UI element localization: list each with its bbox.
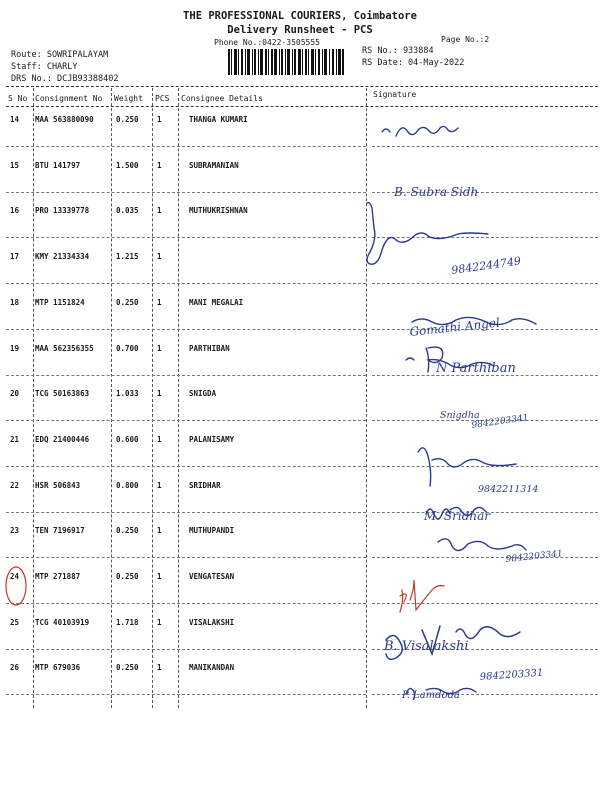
cell-weight: 0.250: [116, 663, 139, 672]
cell-weight: 0.035: [116, 206, 139, 215]
row-separator: [6, 466, 366, 467]
row-separator: [6, 557, 366, 558]
cell-pcs: 1: [157, 389, 162, 398]
signature-row-21: [418, 448, 516, 486]
cell-pcs: 1: [157, 526, 162, 535]
cell-consignee: SNIGDA: [189, 389, 217, 398]
cell-sno: 24: [10, 572, 20, 581]
cell-sno: 18: [10, 298, 20, 307]
cell-sno: 16: [10, 206, 20, 215]
cell-consignee: SUBRAMANIAN: [189, 161, 239, 170]
cell-pcs: 1: [157, 161, 162, 170]
cell-pcs: 1: [157, 572, 162, 581]
row-separator: [6, 237, 366, 238]
rs-date: RS Date: 04-May-2022: [362, 58, 465, 68]
cell-consignment: HSR 506843: [35, 481, 81, 490]
cell-pcs: 1: [157, 206, 162, 215]
cell-consignee: PALANISAMY: [189, 435, 235, 444]
signature-row-23: [438, 539, 526, 551]
handwritten-row-15: B. Subra Sidh: [394, 185, 479, 199]
staff-label: Staff: CHARLY: [11, 62, 78, 72]
handwritten-row-21-phone: 9842211314: [478, 484, 539, 495]
pencil-circle-row-24: [4, 564, 32, 608]
cell-consignment: TEN 7196917: [35, 526, 85, 535]
cell-consignee: VISALAKSHI: [189, 618, 235, 627]
cell-consignment: MTP 271887: [35, 572, 81, 581]
signature-row-16: [366, 202, 488, 264]
cell-pcs: 1: [157, 663, 162, 672]
cell-consignee: SRIDHAR: [189, 481, 221, 490]
column-divider: [178, 88, 179, 708]
page-number: Page No.:2: [441, 35, 490, 44]
handwritten-row-18: Gomathi Angel: [408, 315, 501, 339]
col-header-consignee: Consignee Details: [181, 94, 263, 103]
handwritten-row-20-name: Snigdha: [440, 410, 480, 421]
cell-weight: 0.800: [116, 481, 139, 490]
pencil-mark-row-24: [400, 580, 444, 612]
cell-pcs: 1: [157, 435, 162, 444]
cell-consignee: MANI MEGALAI: [189, 298, 244, 307]
cell-weight: 0.250: [116, 298, 139, 307]
row-separator: [6, 283, 366, 284]
cell-consignee: PARTHIBAN: [189, 344, 230, 353]
row-separator: [6, 146, 366, 147]
handwritten-row-16: 9842244749: [450, 254, 522, 277]
signature-column: [366, 0, 596, 700]
cell-sno: 21: [10, 435, 20, 444]
cell-pcs: 1: [157, 115, 162, 124]
cell-sno: 14: [10, 115, 20, 124]
cell-sno: 26: [10, 663, 20, 672]
row-separator: [6, 694, 366, 695]
row-separator: [6, 192, 366, 193]
column-divider: [111, 88, 112, 708]
drs-number: DRS No.: DCJB93388402: [11, 74, 119, 84]
cell-pcs: 1: [157, 252, 162, 261]
cell-weight: 1.215: [116, 252, 139, 261]
cell-consignment: MTP 1151824: [35, 298, 85, 307]
row-separator: [6, 329, 366, 330]
cell-pcs: 1: [157, 298, 162, 307]
row-separator: [6, 603, 366, 604]
rs-number: RS No.: 933884: [362, 46, 434, 56]
column-divider: [33, 88, 34, 708]
cell-sno: 20: [10, 389, 20, 398]
cell-consignee: MUTHUKRISHNAN: [189, 206, 248, 215]
handwritten-row-25: B. Visalakshi: [384, 639, 469, 654]
cell-consignee: MUTHUPANDI: [189, 526, 235, 535]
row-separator: [6, 512, 366, 513]
cell-consignment: MTP 679036: [35, 663, 81, 672]
cell-sno: 15: [10, 161, 20, 170]
cell-consignment: MAA 563880090: [35, 115, 94, 124]
cell-consignment: PRO 13339778: [35, 206, 90, 215]
cell-consignment: MAA 562356355: [35, 344, 94, 353]
cell-weight: 0.250: [116, 572, 139, 581]
cell-sno: 17: [10, 252, 20, 261]
handwritten-row-26-name: P. Lamdoda: [402, 690, 460, 700]
handwritten-row-23-phone: 9842203341: [505, 549, 564, 565]
row-separator: [6, 375, 366, 376]
cell-consignment: TCG 50163863: [35, 389, 90, 398]
cell-consignee: THANGA KUMARI: [189, 115, 248, 124]
company-title: THE PROFESSIONAL COURIERS, Coimbatore: [183, 10, 417, 22]
cell-consignment: KMY 21334334: [35, 252, 90, 261]
cell-weight: 1.500: [116, 161, 139, 170]
row-separator: [6, 420, 366, 421]
handwritten-row-19: N Parthiban: [436, 361, 516, 376]
cell-pcs: 1: [157, 481, 162, 490]
cell-sno: 19: [10, 344, 20, 353]
barcode: [228, 49, 344, 75]
phone-number: Phone No.:0422-3505555: [214, 38, 320, 47]
column-divider: [152, 88, 153, 708]
col-header-weight: Weight: [114, 94, 143, 103]
cell-weight: 0.250: [116, 526, 139, 535]
cell-consignee: MANIKANDAN: [189, 663, 235, 672]
cell-consignee: VENGATESAN: [189, 572, 235, 581]
cell-pcs: 1: [157, 618, 162, 627]
col-header-sno: S No: [8, 94, 28, 103]
row-separator: [6, 649, 366, 650]
col-header-consignment: Consignment No: [35, 94, 103, 103]
cell-consignment: EDQ 21400446: [35, 435, 90, 444]
cell-sno: 23: [10, 526, 20, 535]
cell-weight: 0.700: [116, 344, 139, 353]
cell-sno: 25: [10, 618, 20, 627]
cell-weight: 1.718: [116, 618, 139, 627]
cell-weight: 1.033: [116, 389, 139, 398]
handwritten-row-26-phone: 9842203331: [479, 667, 544, 683]
cell-weight: 0.600: [116, 435, 139, 444]
cell-weight: 0.250: [116, 115, 139, 124]
cell-pcs: 1: [157, 344, 162, 353]
cell-consignment: BTU 141797: [35, 161, 81, 170]
cell-consignment: TCG 40103919: [35, 618, 90, 627]
runsheet-title: Delivery Runsheet - PCS: [227, 24, 373, 36]
handwritten-row-20-phone: 9842203341: [471, 413, 530, 431]
signature-row-14: [382, 126, 458, 136]
col-header-pcs: PCS: [155, 94, 170, 103]
route-label: Route: SOWRIPALAYAM: [11, 50, 109, 60]
col-header-signature: Signature: [373, 90, 417, 99]
handwritten-row-22: M. Sridhar: [424, 509, 491, 523]
cell-sno: 22: [10, 481, 20, 490]
